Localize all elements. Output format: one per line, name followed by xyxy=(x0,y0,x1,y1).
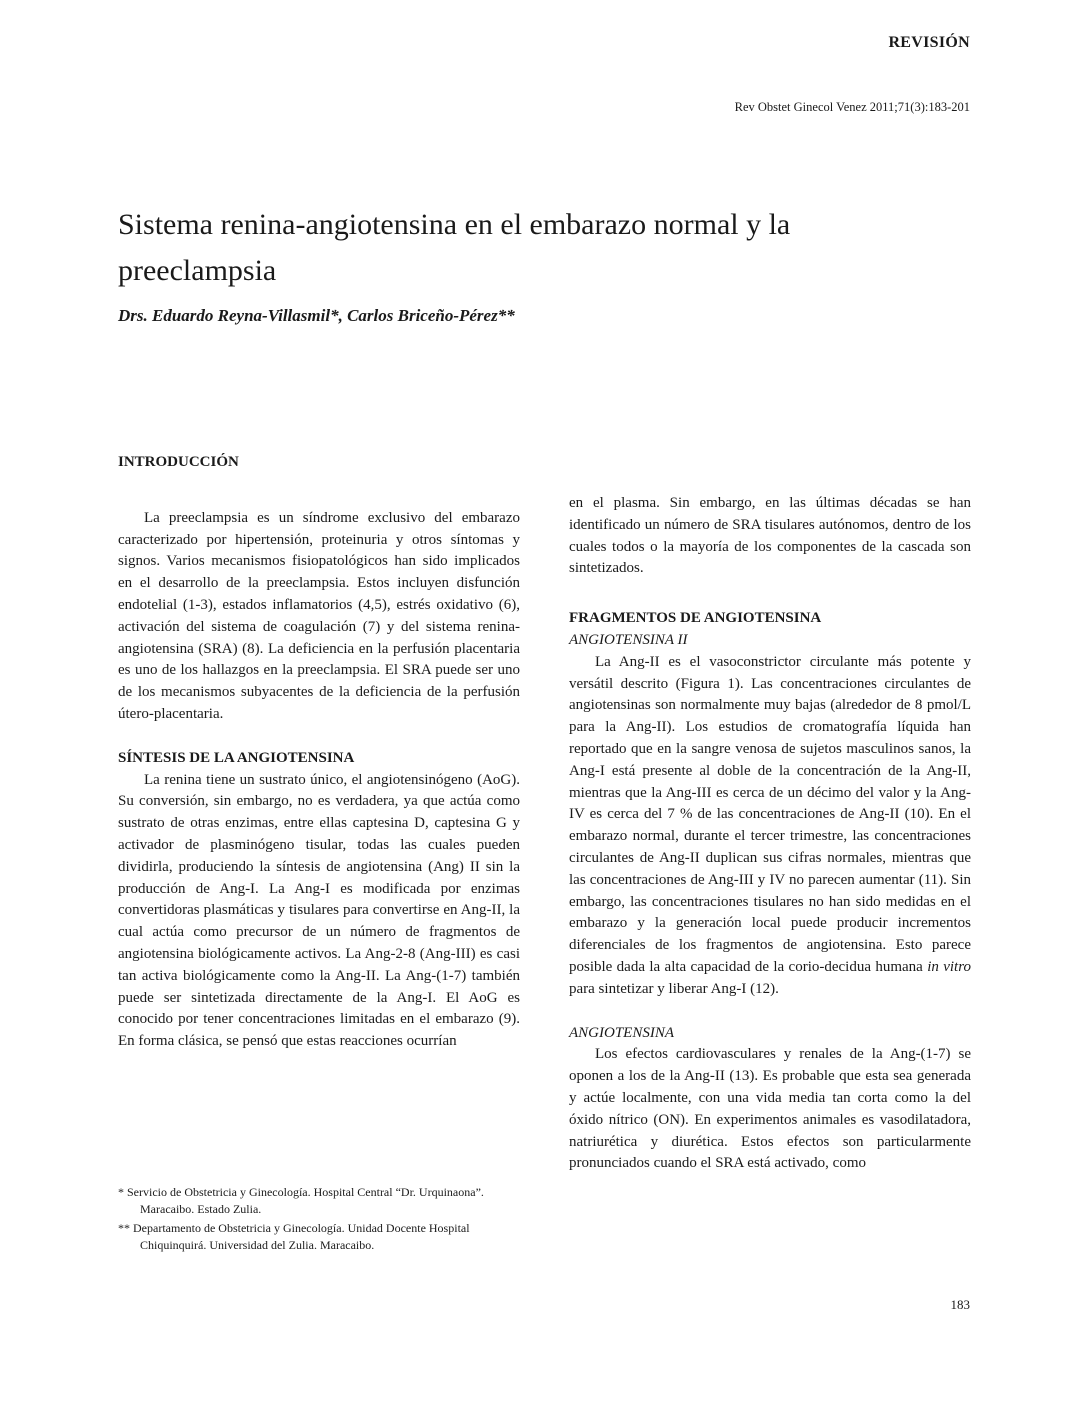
right-column xyxy=(569,493,971,1175)
intro-paragraph: La preeclampsia es un síndrome exclusivo del embarazo caracterizado por hipertensión, proteinuria y otros síntomas y signos. Varios mecanismos fisiopatológicos han sido implicados en el desarrollo de la preeclampsia. Estos incluyen disfunción endotelial (1-3), estados inflamatorios (4,5), estrés oxidativo (6), activación del sistema de coagulación (7) y del sistema renina-angiotensina (SRA) (8). La deficiencia en la perfusión placentaria es uno de los hallazgos en la preeclampsia. El SRA puede ser uno de los mecanismos subyacentes de la deficiencia de la perfusión útero-placentaria. xyxy=(118,509,520,722)
intro-heading: INTRODUCCIÓN xyxy=(118,454,239,470)
angiotensin-ii-subheading: ANGIOTENSINA II xyxy=(569,631,688,648)
in-vitro-term: in vitro xyxy=(927,958,971,975)
page-number: 183 xyxy=(950,1297,970,1312)
article-authors: Drs. Eduardo Reyna-Villasmil*, Carlos Briceño-Pérez** xyxy=(118,306,515,325)
synthesis-heading: SÍNTESIS DE LA ANGIOTENSINA xyxy=(118,749,355,766)
synthesis-paragraph: La renina tiene un sustrato único, el angiotensinógeno (AoG). Su conversión, sin embargo, no es verdadera, ya que actúa como sustrato de otras enzimas, entre ellas captesina D, captesina G y activador de plasminógeno tisular, todas las cuales pueden dividirla, produciendo la síntesis de angiotensina (Ang) II sin la producción de Ang-I. La Ang-I es modificada por enzimas convertidoras plasmáticas y tisulares para convertirse en Ang-II, la cual actúa como precursor de un número de fragmentos de angiotensina biológicamente activos. La Ang-2-8 (Ang-III) es casi tan activa biológicamente como la Ang-II. La Ang-(1-7) también puede ser sintetizada directamente de la Ang-I. El AoG es conocido por tener concentraciones limitadas en el embarazo (9). En forma clásica, se pensó que estas reacciones ocurrían xyxy=(118,771,520,1050)
continued-paragraph: en el plasma. Sin embargo, en las últimas décadas se han identificado un número de SRA tisulares autónomos, dentro de los cuales todos o la mayoría de los componentes de la cascada son sintetizados. xyxy=(569,495,971,577)
angiotensin-paragraph: Los efectos cardiovasculares y renales de la Ang-(1-7) se oponen a los de la Ang-II (13). Es probable que esta sea generada y actúe localmente, con una vida media tan corta como la del óxido nítrico (ON). En experimentos animales es vasodilatadora, natriurética y diurética. Estos efectos son particularmente pronunciados cuando el SRA está activado, como xyxy=(569,1046,971,1172)
angiotensin-subheading: ANGIOTENSINA xyxy=(569,1024,674,1041)
section-tag: REVISIÓN xyxy=(888,34,970,51)
footnote-2: ** Departamento de Obstetricia y Ginecología. Unidad Docente Hospital Chiquinquirá. Universidad del Zulia. Maracaibo. xyxy=(118,1221,470,1252)
angiotensin-ii-text: La Ang-II es el vasoconstrictor circulante más potente y versátil descrito (Figura 1). Las concentraciones circulantes de angiotensinas son normalmente muy bajas (alrededor de 8 pmol/L para la Ang-II). Los estudios de cromatografía líquida han reportado que en la sangre venosa de sujetos masculinos sanos, la Ang-I está presente al doble de la concentración de la Ang-II, mientras que la Ang-III es cerca de un décimo del valor y la Ang-IV es cerca del 7 % de las concentraciones de Ang-II (10). En el embarazo normal, durante el tercer trimestre, las concentraciones circulantes de Ang-II duplican sus cifras normales, mientras que las concentraciones de Ang-III y IV no parecen aumentar (11). Sin embargo, las concentraciones tisulares no han sido medidas en el embarazo y la generación local puede producir incrementos diferenciales de los fragmentos de angiotensina. Esto parece posible dada la alta capacidad de la corio-decidua humana xyxy=(569,653,971,975)
journal-citation: Rev Obstet Ginecol Venez 2011;71(3):183-201 xyxy=(734,100,970,114)
angiotensin-ii-text-end: para sintetizar y liberar Ang-I (12). xyxy=(569,980,779,997)
footnotes xyxy=(118,1184,528,1256)
angiotensin-ii-paragraph xyxy=(569,652,971,1001)
left-column xyxy=(118,452,520,1053)
article-title: Sistema renina-angiotensina en el embarazo normal y la preeclampsia xyxy=(118,208,791,287)
fragments-heading: FRAGMENTOS DE ANGIOTENSINA xyxy=(569,610,822,627)
footnote-1: * Servicio de Obstetricia y Ginecología. Hospital Central “Dr. Urquinaona”. Maracaibo. Estado Zulia. xyxy=(118,1185,484,1216)
